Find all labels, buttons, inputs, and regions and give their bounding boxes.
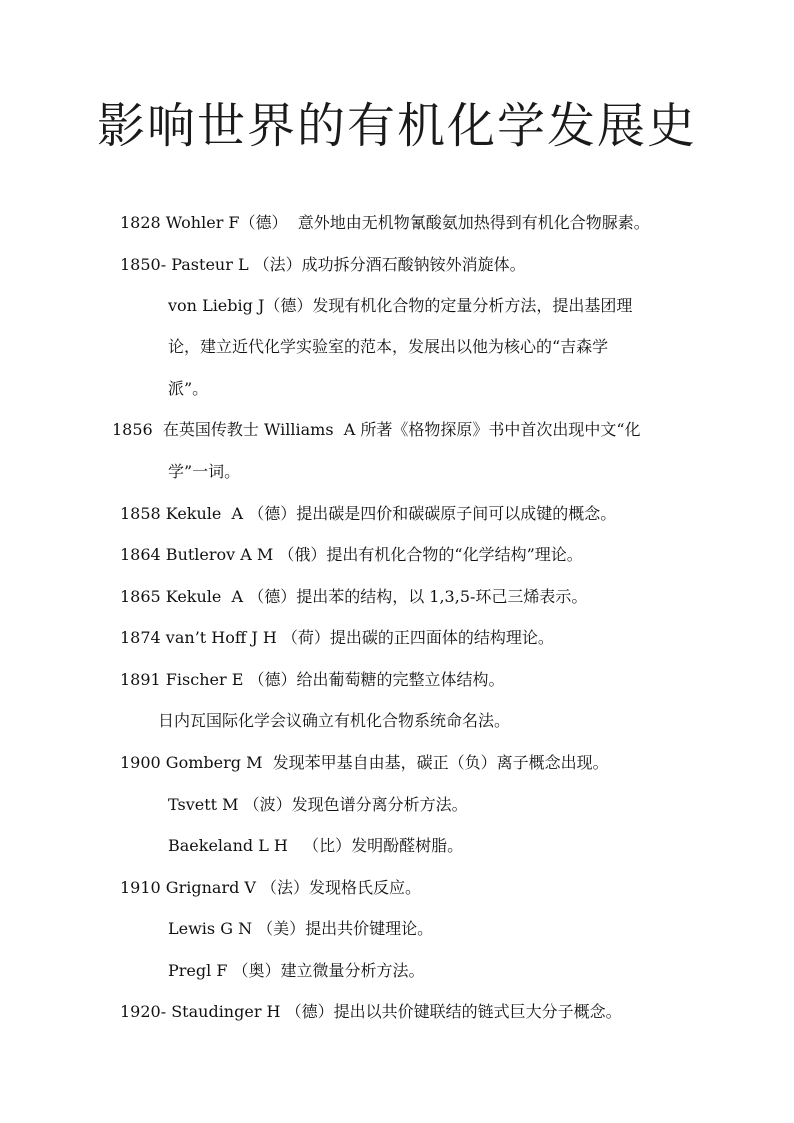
timeline-line-1910 (120, 877, 421, 899)
timeline-line-liebig-1 (168, 295, 632, 317)
timeline-line-1856-cont (168, 461, 240, 483)
timeline-line-1874 (120, 627, 554, 649)
timeline-line-1900 (120, 752, 609, 774)
line-text: Tsvett M （波）发现色谱分离分析方法。 (168, 795, 468, 814)
document-title: 影响世界的有机化学发展史 (96, 98, 697, 154)
timeline-line-liebig-2 (168, 336, 608, 358)
timeline-line-1850 (120, 254, 526, 276)
line-text: 1856 在英国传教士 Williams A 所著《格物探原》书中首次出现中文“化 (112, 420, 641, 439)
timeline-line-1891 (120, 669, 504, 691)
line-text: 1920- Staudinger H （德）提出以共价键联结的链式巨大分子概念。 (120, 1002, 622, 1021)
line-text: Baekeland L H （比）发明酚醛树脂。 (168, 836, 464, 855)
timeline-line-1828 (120, 212, 650, 234)
timeline-line-geneva (158, 710, 510, 732)
timeline-line-1856 (112, 419, 641, 441)
line-text: 1900 Gomberg M 发现苯甲基自由基，碳正（负）离子概念出现。 (120, 753, 609, 772)
timeline-line-pregl (168, 960, 425, 982)
line-text: 学”一词。 (168, 462, 241, 481)
timeline-line-liebig-3 (168, 378, 208, 400)
timeline-line-baekeland (168, 835, 463, 857)
line-text: Pregl F （奥）建立微量分析方法。 (168, 961, 425, 980)
line-text: von Liebig J（德）发现有机化合物的定量分析方法，提出基团理 (168, 296, 633, 315)
line-text: 1874 van’t Hoff J H （荷）提出碳的正四面体的结构理论。 (120, 628, 554, 647)
timeline-line-1865 (120, 586, 587, 608)
line-text: 1865 Kekule A （德）提出苯的结构，以 1,3,5-环己三烯表示。 (120, 587, 588, 606)
timeline-line-tsvett (168, 794, 468, 816)
line-text: 1864 Butlerov A M （俄）提出有机化合物的“化学结构”理论。 (120, 545, 583, 564)
line-text: 1891 Fischer E （德）给出葡萄糖的完整立体结构。 (120, 670, 505, 689)
timeline-line-1920 (120, 1001, 622, 1023)
line-text: 1858 Kekule A （德）提出碳是四价和碳碳原子间可以成键的概念。 (120, 504, 617, 523)
timeline-line-1864 (120, 544, 583, 566)
line-text: 1850- Pasteur L （法）成功拆分酒石酸钠铵外消旋体。 (120, 255, 526, 274)
timeline-line-1858 (120, 503, 616, 525)
line-text: 日内瓦国际化学会议确立有机化合物系统命名法。 (158, 711, 511, 730)
line-text: 派”。 (168, 379, 209, 398)
timeline-line-lewis (168, 918, 433, 940)
line-text: 论，建立近代化学实验室的范本，发展出以他为核心的“吉森学 (168, 337, 609, 356)
line-text: 1828 Wohler F（德） 意外地由无机物氰酸氨加热得到有机化合物脲素。 (120, 213, 650, 232)
line-text: 1910 Grignard V （法）发现格氏反应。 (120, 878, 422, 897)
line-text: Lewis G N （美）提出共价键理论。 (168, 919, 434, 938)
